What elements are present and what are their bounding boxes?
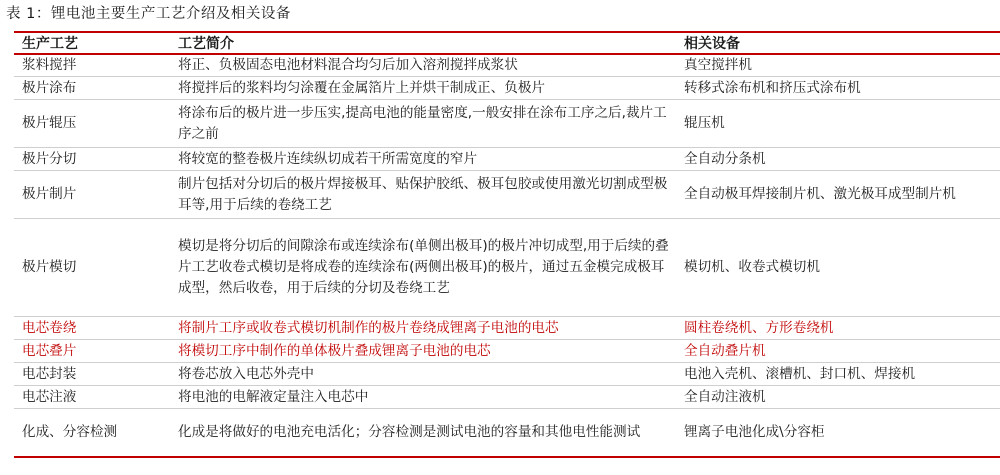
table-caption: 表 1：锂电池主要生产工艺介绍及相关设备 [6, 6, 291, 22]
description-cell: 将较宽的整卷极片连续纵切成若干所需宽度的窄片 [170, 148, 676, 171]
description-cell: 化成是将做好的电池充电活化；分容检测是测试电池的容量和其他电性能测试 [170, 409, 676, 457]
table-row [14, 100, 1000, 148]
equipment-cell: 电池入壳机、滚槽机、封口机、焊接机 [676, 363, 1000, 386]
equipment-cell: 全自动分条机 [676, 148, 1000, 171]
equipment-cell: 锂离子电池化成\分容柜 [676, 409, 1000, 457]
equipment-cell: 转移式涂布机和挤压式涂布机 [676, 77, 1000, 100]
header-description: 工艺简介 [170, 32, 676, 54]
description-cell: 制片包括对分切后的极片焊接极耳、贴保护胶纸、极耳包胶或使用激光切割成型极耳等,用于后续的卷绕工艺 [170, 171, 676, 219]
table-row [14, 409, 1000, 457]
process-cell: 极片涂布 [14, 77, 170, 100]
table-body [14, 54, 1000, 457]
table-row [14, 386, 1000, 409]
process-cell: 极片模切 [14, 219, 170, 317]
table-row [14, 363, 1000, 386]
table-row [14, 77, 1000, 100]
equipment-cell: 全自动注液机 [676, 386, 1000, 409]
table-row [14, 171, 1000, 219]
process-cell: 电芯卷绕 [14, 317, 170, 340]
process-cell: 电芯注液 [14, 386, 170, 409]
process-cell: 极片制片 [14, 171, 170, 219]
description-cell: 将正、负极固态电池材料混合均匀后加入溶剂搅拌成浆状 [170, 54, 676, 77]
table-row [14, 54, 1000, 77]
process-cell: 电芯叠片 [14, 340, 170, 363]
equipment-cell: 辊压机 [676, 100, 1000, 148]
header-process: 生产工艺 [14, 32, 170, 54]
table-row [14, 148, 1000, 171]
equipment-cell: 全自动极耳焊接制片机、激光极耳成型制片机 [676, 171, 1000, 219]
table-row [14, 317, 1000, 340]
equipment-cell: 模切机、收卷式模切机 [676, 219, 1000, 317]
table-header-row [14, 32, 1000, 54]
equipment-cell: 全自动叠片机 [676, 340, 1000, 363]
description-cell: 将搅拌后的浆料均匀涂覆在金属箔片上并烘干制成正、负极片 [170, 77, 676, 100]
description-cell: 将卷芯放入电芯外壳中 [170, 363, 676, 386]
process-cell: 电芯封装 [14, 363, 170, 386]
description-cell: 将模切工序中制作的单体极片叠成锂离子电池的电芯 [170, 340, 676, 363]
process-cell: 化成、分容检测 [14, 409, 170, 457]
description-cell: 将电池的电解液定量注入电芯中 [170, 386, 676, 409]
description-cell: 将制片工序或收卷式模切机制作的极片卷绕成锂离子电池的电芯 [170, 317, 676, 340]
process-cell: 极片分切 [14, 148, 170, 171]
header-equipment: 相关设备 [676, 32, 1000, 54]
process-cell: 极片辊压 [14, 100, 170, 148]
description-cell: 模切是将分切后的间隙涂布或连续涂布(单侧出极耳)的极片冲切成型,用于后续的叠片工艺收卷式模切是将成卷的连续涂布(两侧出极耳)的极片，通过五金模完成极耳成型，然后收卷，用于后续的分切及卷绕工艺 [170, 219, 676, 317]
description-cell: 将涂布后的极片进一步压实,提高电池的能量密度,一般安排在涂布工序之后,裁片工序之前 [170, 100, 676, 148]
equipment-cell: 圆柱卷绕机、方形卷绕机 [676, 317, 1000, 340]
table-row [14, 219, 1000, 317]
process-cell: 浆料搅拌 [14, 54, 170, 77]
equipment-cell: 真空搅拌机 [676, 54, 1000, 77]
process-table [14, 31, 1000, 458]
table-row [14, 340, 1000, 363]
